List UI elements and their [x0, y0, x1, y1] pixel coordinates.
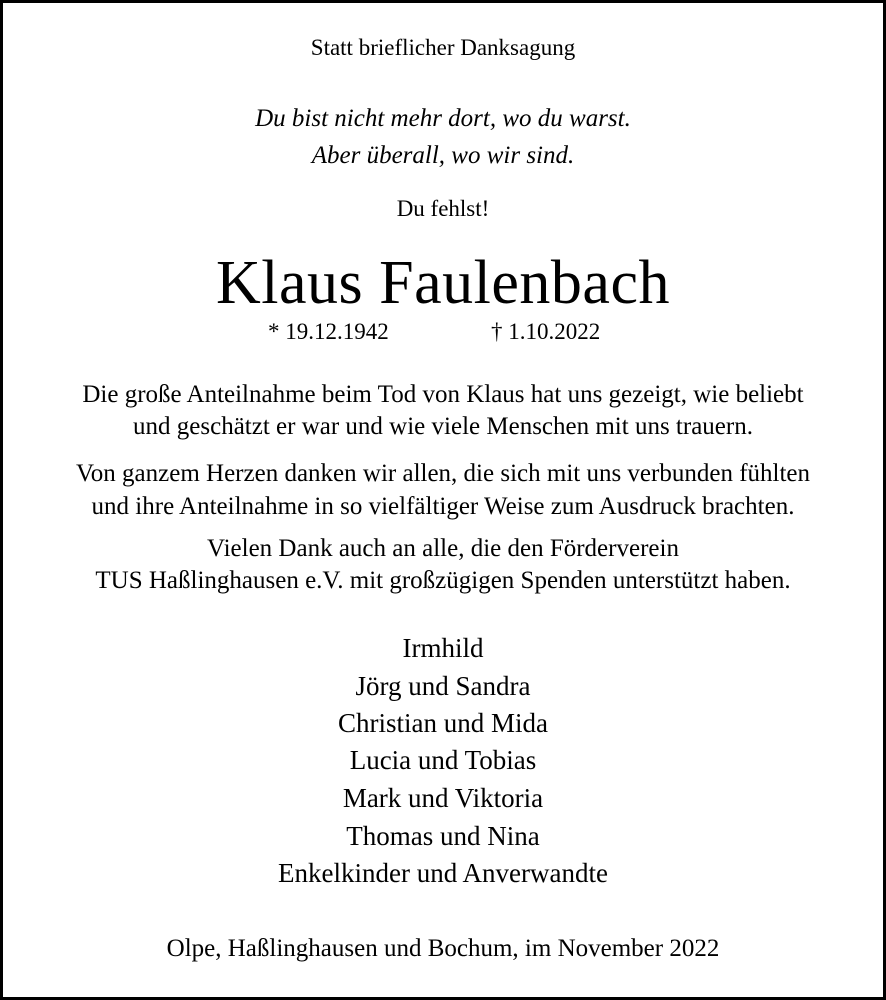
thanks-paragraph-1-line-2: und geschätzt er war und wie viele Menschen mit uns trauern.	[133, 413, 753, 440]
family-member: Christian und Mida	[338, 708, 548, 738]
family-member: Mark und Viktoria	[342, 783, 544, 813]
family-member: Jörg und Sandra	[355, 671, 531, 701]
birth-date: * 19.12.1942	[268, 319, 389, 344]
thanks-paragraph-2-line-1: Von ganzem Herzen danken wir allen, die sich mit uns verbunden fühlten	[75, 460, 811, 487]
deceased-name: Klaus Faulenbach	[216, 249, 670, 317]
death-date: † 1.10.2022	[491, 319, 601, 344]
thanks-paragraph-1-line-1: Die große Anteilnahme beim Tod von Klaus hat uns gezeigt, wie beliebt	[82, 381, 804, 408]
quote-line-2: Aber überall, wo wir sind.	[311, 142, 575, 169]
missed-line: Du fehlst!	[396, 196, 490, 221]
thanks-paragraph-2-line-2: und ihre Anteilnahme in so vielfältiger Weise zum Ausdruck brachten.	[91, 493, 795, 520]
thanks-paragraph-3-line-2: TUS Haßlinghausen e.V. mit großzügigen Spenden unterstützt haben.	[95, 567, 791, 594]
family-member: Enkelkinder und Anverwandte	[278, 858, 608, 888]
place-and-date: Olpe, Haßlinghausen und Bochum, im November 2022	[166, 935, 720, 962]
family-member: Lucia und Tobias	[349, 745, 537, 775]
notice-header: Statt brieflicher Danksagung	[310, 35, 576, 60]
quote-line-1: Du bist nicht mehr dort, wo du warst.	[255, 105, 631, 132]
family-member: Thomas und Nina	[346, 821, 540, 851]
thanks-paragraph-3-line-1: Vielen Dank auch an alle, die den Förderverein	[207, 535, 679, 562]
family-member: Irmhild	[402, 633, 484, 663]
